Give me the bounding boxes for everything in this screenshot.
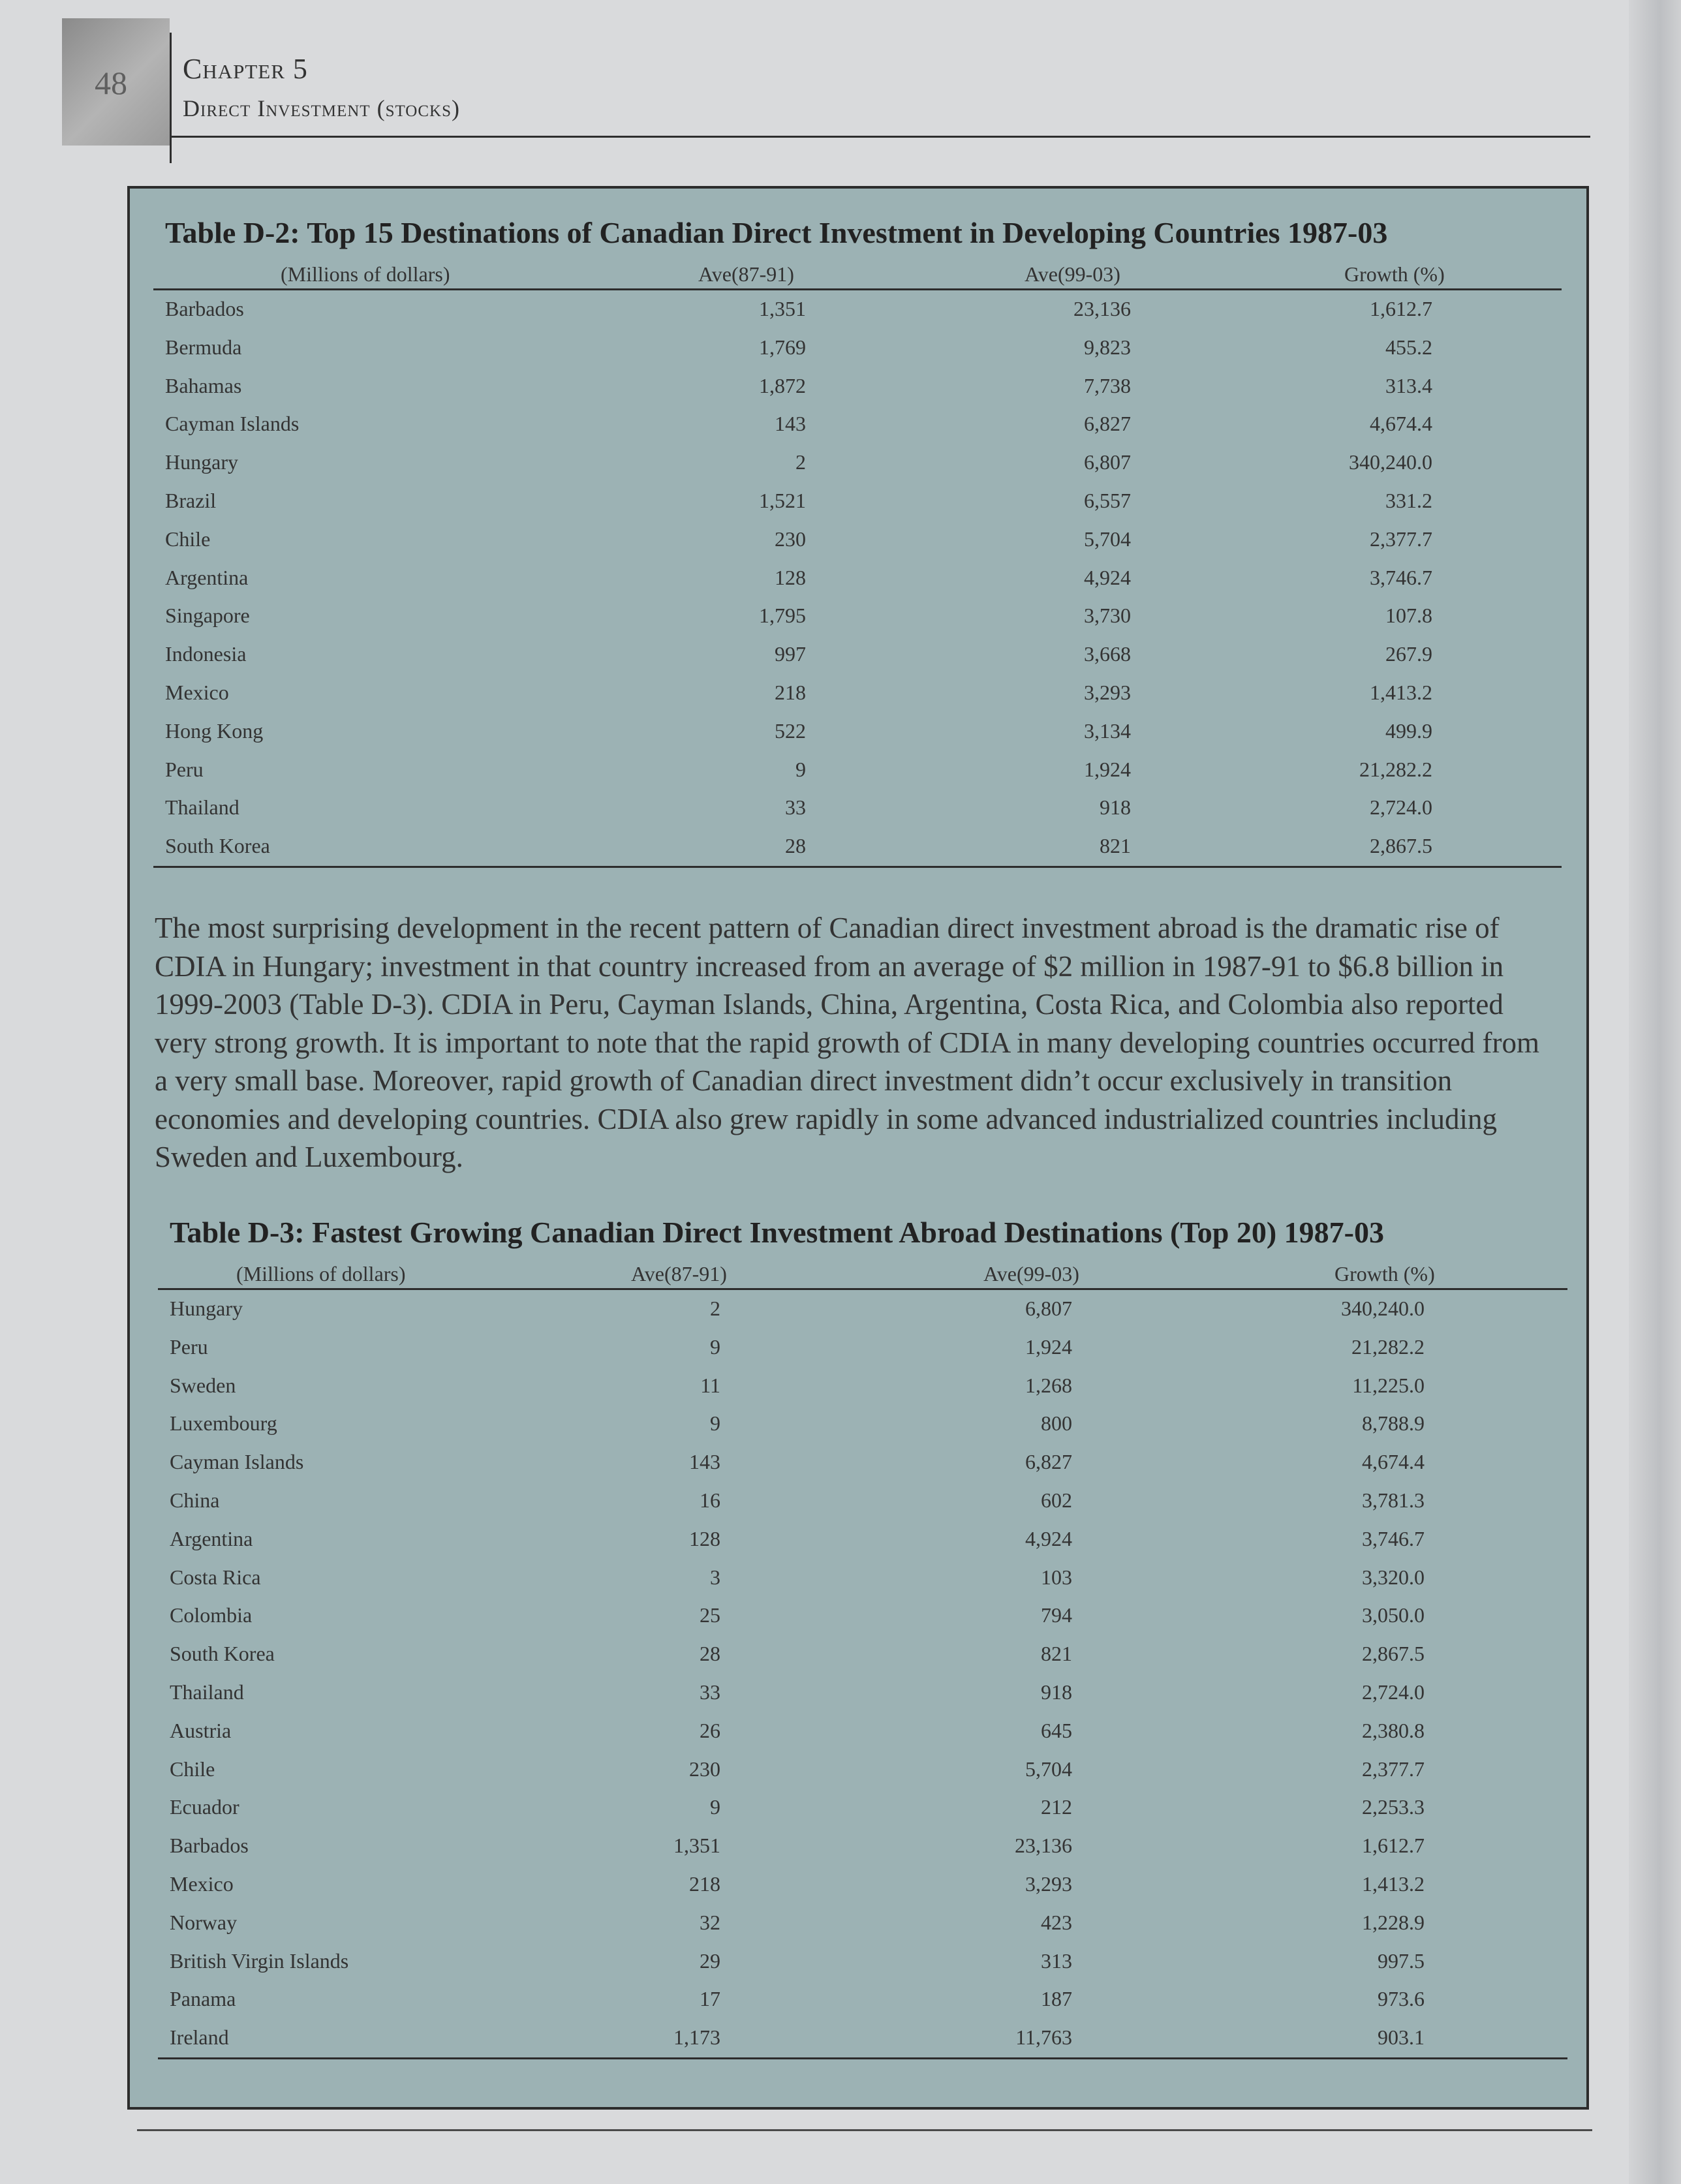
- country-cell: Colombia: [170, 1603, 253, 1627]
- country-cell: Cayman Islands: [165, 412, 300, 436]
- country-cell: Costa Rica: [170, 1565, 261, 1589]
- country-cell: Indonesia: [165, 642, 247, 666]
- growth-cell: 2,867.5: [1362, 1642, 1425, 1666]
- growth-cell: 3,746.7: [1362, 1526, 1425, 1550]
- ave87-cell: 230: [689, 1757, 720, 1781]
- table-row: [158, 1597, 1567, 1635]
- growth-cell: 21,282.2: [1359, 757, 1432, 781]
- table-d2-body: [153, 290, 1562, 866]
- ave99-cell: 6,807: [1025, 1297, 1072, 1320]
- country-cell: British Virgin Islands: [170, 1948, 349, 1973]
- ave87-cell: 28: [785, 834, 806, 858]
- growth-cell: 11,225.0: [1352, 1373, 1425, 1397]
- table-d3-body: [158, 1290, 1567, 2057]
- ave99-cell: 602: [1041, 1488, 1072, 1512]
- ave87-cell: 26: [700, 1718, 720, 1742]
- ave99-cell: 3,730: [1084, 604, 1131, 628]
- ave87-cell: 1,521: [759, 488, 806, 512]
- ave99-cell: 5,704: [1025, 1757, 1072, 1781]
- country-cell: Hungary: [165, 450, 238, 474]
- country-cell: Chile: [165, 527, 211, 551]
- column-header-growth: Growth (%): [1334, 1262, 1435, 1285]
- ave87-cell: 17: [700, 1987, 720, 2011]
- header-vertical-rule: [170, 33, 172, 163]
- growth-cell: 2,253.3: [1362, 1795, 1425, 1819]
- table-row: [153, 521, 1562, 559]
- ave87-cell: 25: [700, 1603, 720, 1627]
- table-row: [158, 1904, 1567, 1943]
- ave87-cell: 522: [775, 718, 806, 743]
- table-row: [158, 1674, 1567, 1712]
- ave99-cell: 7,738: [1084, 373, 1131, 397]
- column-header-ave87: Ave(87-91): [698, 262, 794, 286]
- ave87-cell: 128: [775, 565, 806, 589]
- table-d2-bottom-rule: [153, 866, 1562, 868]
- ave87-cell: 9: [710, 1411, 720, 1436]
- country-cell: Chile: [170, 1757, 215, 1781]
- country-cell: China: [170, 1488, 220, 1512]
- column-header-unit: (Millions of dollars): [281, 262, 450, 286]
- table-d3-header: [158, 1255, 1567, 1290]
- table-row: [153, 751, 1562, 790]
- ave87-cell: 11: [700, 1373, 720, 1397]
- growth-cell: 1,413.2: [1370, 680, 1432, 704]
- country-cell: Ecuador: [170, 1795, 239, 1819]
- table-row: [153, 559, 1562, 598]
- growth-cell: 1,228.9: [1362, 1910, 1425, 1934]
- growth-cell: 2,724.0: [1362, 1680, 1425, 1704]
- country-cell: Austria: [170, 1718, 232, 1742]
- ave87-cell: 29: [700, 1948, 720, 1973]
- country-cell: Ireland: [170, 2025, 229, 2050]
- table-row: [153, 329, 1562, 367]
- ave99-cell: 313: [1041, 1948, 1072, 1973]
- ave87-cell: 1,351: [673, 1834, 720, 1858]
- table-row: [158, 1443, 1567, 1482]
- country-cell: Norway: [170, 1910, 238, 1934]
- country-cell: Hungary: [170, 1297, 243, 1320]
- ave99-cell: 9,823: [1084, 335, 1131, 359]
- growth-cell: 2,377.7: [1362, 1757, 1425, 1781]
- ave99-cell: 1,924: [1025, 1334, 1072, 1359]
- ave99-cell: 3,293: [1025, 1871, 1072, 1896]
- growth-cell: 997.5: [1378, 1948, 1425, 1973]
- country-cell: Brazil: [165, 488, 217, 512]
- ave87-cell: 997: [775, 642, 806, 666]
- growth-cell: 3,746.7: [1370, 565, 1432, 589]
- ave99-cell: 821: [1041, 1642, 1072, 1666]
- ave87-cell: 1,769: [759, 335, 806, 359]
- ave99-cell: 918: [1100, 795, 1131, 820]
- header-rule: [170, 136, 1590, 138]
- country-cell: Argentina: [170, 1526, 253, 1550]
- ave99-cell: 800: [1041, 1411, 1072, 1436]
- growth-cell: 331.2: [1385, 488, 1432, 512]
- ave99-cell: 3,293: [1084, 680, 1131, 704]
- table-row: [158, 1751, 1567, 1789]
- table-d3-bottom-rule: [158, 2057, 1567, 2059]
- growth-cell: 2,377.7: [1370, 527, 1432, 551]
- ave99-cell: 821: [1100, 834, 1131, 858]
- page-number: 48: [95, 65, 127, 101]
- growth-cell: 3,320.0: [1362, 1565, 1425, 1589]
- ave99-cell: 918: [1041, 1680, 1072, 1704]
- growth-cell: 267.9: [1385, 642, 1432, 666]
- table-row: [158, 1866, 1567, 1904]
- column-header-ave87: Ave(87-91): [631, 1262, 727, 1285]
- table-d2: [153, 215, 1562, 868]
- table-row: [153, 405, 1562, 444]
- table-row: [158, 1290, 1567, 1329]
- country-cell: Peru: [170, 1334, 208, 1359]
- body-paragraph: The most surprising development in the recent pattern of Canadian direct investment abroad is the dramatic rise of CDIA in Hungary; investment in that country increased from an average of $2 million in 1987-91 to $6.8 billion in 1999-2003 (Table D-3). CDIA in Peru, Cayman Islands, China, Argentina, Costa Rica, and Colombia also reported very strong growth. It is important to note that the rapid growth of CDIA in many developing countries occurred from a very small base. Moreover, rapid growth of Canadian direct investment didn’t occur exclusively in transition economies and developing countries. CDIA also grew rapidly in some advanced industrialized countries including Sweden and Luxembourg.: [155, 912, 1540, 1173]
- ave99-cell: 6,807: [1084, 450, 1131, 474]
- table-row: [153, 597, 1562, 636]
- ave99-cell: 5,704: [1084, 527, 1131, 551]
- table-row: [158, 1789, 1567, 1827]
- country-cell: Barbados: [170, 1834, 249, 1858]
- ave87-cell: 218: [689, 1871, 720, 1896]
- growth-cell: 3,050.0: [1362, 1603, 1425, 1627]
- ave99-cell: 1,924: [1084, 757, 1131, 781]
- growth-cell: 973.6: [1378, 1987, 1425, 2011]
- ave87-cell: 32: [700, 1910, 720, 1934]
- ave87-cell: 143: [775, 412, 806, 436]
- column-header-growth: Growth (%): [1344, 262, 1445, 286]
- growth-cell: 1,612.7: [1370, 297, 1432, 320]
- table-d3-title: Table D-3: Fastest Growing Canadian Direct Investment Abroad Destinations (Top 20) 1987-03: [170, 1216, 1384, 1249]
- growth-cell: 4,674.4: [1362, 1450, 1425, 1474]
- ave87-cell: 3: [710, 1565, 720, 1589]
- table-row: [158, 1367, 1567, 1406]
- table-row: [158, 2019, 1567, 2057]
- table-row: [158, 1827, 1567, 1866]
- ave99-cell: 212: [1041, 1795, 1072, 1819]
- growth-cell: 1,413.2: [1362, 1871, 1425, 1896]
- ave99-cell: 4,924: [1025, 1526, 1072, 1550]
- table-row: [153, 713, 1562, 751]
- footer-rule: [137, 2129, 1592, 2131]
- ave99-cell: 23,136: [1015, 1834, 1072, 1858]
- growth-cell: 313.4: [1385, 373, 1432, 397]
- table-row: [158, 1559, 1567, 1597]
- country-cell: Luxembourg: [170, 1411, 277, 1436]
- ave99-cell: 6,557: [1084, 488, 1131, 512]
- country-cell: Singapore: [165, 604, 250, 628]
- ave87-cell: 9: [710, 1334, 720, 1359]
- ave99-cell: 3,134: [1084, 718, 1131, 743]
- ave87-cell: 16: [700, 1488, 720, 1512]
- growth-cell: 8,788.9: [1362, 1411, 1425, 1436]
- section-label: Direct Investment (stocks): [183, 95, 460, 121]
- ave87-cell: 28: [700, 1642, 720, 1666]
- country-cell: Sweden: [170, 1373, 236, 1397]
- ave99-cell: 23,136: [1073, 297, 1131, 320]
- table-row: [153, 636, 1562, 674]
- table-d3: [158, 1215, 1567, 2059]
- ave87-cell: 33: [700, 1680, 720, 1704]
- growth-cell: 107.8: [1385, 604, 1432, 628]
- ave99-cell: 6,827: [1025, 1450, 1072, 1474]
- ave87-cell: 143: [689, 1450, 720, 1474]
- ave87-cell: 33: [785, 795, 806, 820]
- country-cell: Thailand: [170, 1680, 244, 1704]
- ave87-cell: 2: [795, 450, 806, 474]
- table-row: [158, 1712, 1567, 1751]
- country-cell: Mexico: [170, 1871, 234, 1896]
- table-row: [153, 444, 1562, 482]
- ave87-cell: 9: [795, 757, 806, 781]
- country-cell: Peru: [165, 757, 204, 781]
- chapter-label: Chapter 5: [183, 53, 308, 85]
- country-cell: Panama: [170, 1987, 236, 2011]
- ave99-cell: 1,268: [1025, 1373, 1072, 1397]
- growth-cell: 3,781.3: [1362, 1488, 1425, 1512]
- table-row: [158, 1635, 1567, 1674]
- column-header-ave99: Ave(99-03): [1025, 262, 1120, 286]
- ave87-cell: 128: [689, 1526, 720, 1550]
- ave87-cell: 1,872: [759, 373, 806, 397]
- ave99-cell: 645: [1041, 1718, 1072, 1742]
- growth-cell: 340,240.0: [1341, 1297, 1425, 1320]
- country-cell: Thailand: [165, 795, 239, 820]
- ave99-cell: 6,827: [1084, 412, 1131, 436]
- country-cell: Argentina: [165, 565, 249, 589]
- ave99-cell: 4,924: [1084, 565, 1131, 589]
- table-row: [158, 1482, 1567, 1520]
- page-edge-shadow: [1629, 0, 1681, 2184]
- ave87-cell: 230: [775, 527, 806, 551]
- ave99-cell: 187: [1041, 1987, 1072, 2011]
- table-row: [153, 789, 1562, 827]
- country-cell: Cayman Islands: [170, 1450, 304, 1474]
- table-d2-header: [153, 256, 1562, 290]
- table-row: [153, 290, 1562, 329]
- growth-cell: 21,282.2: [1351, 1334, 1425, 1359]
- ave87-cell: 2: [710, 1297, 720, 1320]
- growth-cell: 1,612.7: [1362, 1834, 1425, 1858]
- ave87-cell: 1,795: [759, 604, 806, 628]
- table-d2-title: Table D-2: Top 15 Destinations of Canadian Direct Investment in Developing Countries 1987-03: [165, 216, 1388, 249]
- ave99-cell: 423: [1041, 1910, 1072, 1934]
- country-cell: Bermuda: [165, 335, 242, 359]
- ave87-cell: 9: [710, 1795, 720, 1819]
- table-row: [153, 674, 1562, 713]
- table-row: [158, 1980, 1567, 2019]
- table-row: [158, 1520, 1567, 1559]
- table-row: [153, 482, 1562, 521]
- ave99-cell: 3,668: [1084, 642, 1131, 666]
- ave87-cell: 218: [775, 680, 806, 704]
- column-header-ave99: Ave(99-03): [983, 1262, 1079, 1285]
- ave99-cell: 794: [1041, 1603, 1072, 1627]
- ave87-cell: 1,351: [759, 297, 806, 320]
- growth-cell: 903.1: [1378, 2025, 1425, 2050]
- country-cell: Barbados: [165, 297, 244, 320]
- growth-cell: 455.2: [1385, 335, 1432, 359]
- table-row: [153, 367, 1562, 406]
- growth-cell: 499.9: [1385, 718, 1432, 743]
- growth-cell: 340,240.0: [1349, 450, 1432, 474]
- growth-cell: 2,724.0: [1370, 795, 1432, 820]
- column-header-unit: (Millions of dollars): [236, 1262, 406, 1285]
- ave99-cell: 11,763: [1015, 2025, 1072, 2050]
- table-row: [153, 827, 1562, 866]
- country-cell: Hong Kong: [165, 718, 264, 743]
- ave87-cell: 1,173: [673, 2025, 720, 2050]
- country-cell: South Korea: [165, 834, 270, 858]
- table-row: [158, 1329, 1567, 1367]
- country-cell: South Korea: [170, 1642, 275, 1666]
- growth-cell: 2,867.5: [1370, 834, 1432, 858]
- country-cell: Mexico: [165, 680, 229, 704]
- growth-cell: 4,674.4: [1370, 412, 1432, 436]
- country-cell: Bahamas: [165, 373, 242, 397]
- ave99-cell: 103: [1041, 1565, 1072, 1589]
- growth-cell: 2,380.8: [1362, 1718, 1425, 1742]
- table-row: [158, 1405, 1567, 1443]
- table-row: [158, 1943, 1567, 1981]
